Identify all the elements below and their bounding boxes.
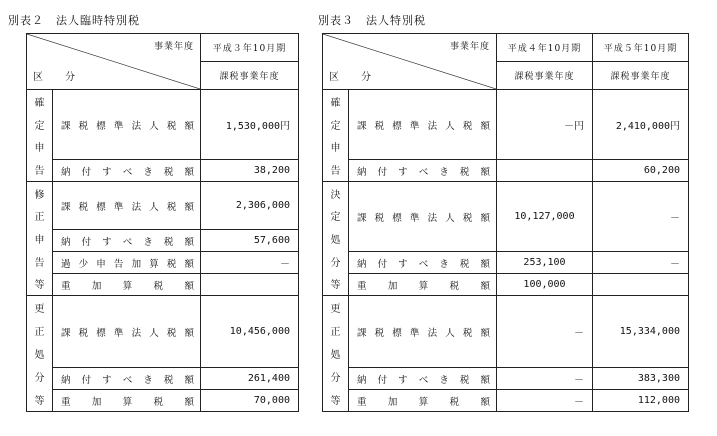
category-kakutei-shinkoku: 確 定 申 告	[323, 90, 349, 182]
item-label: 課 税 標 準 法 人 税 額	[349, 182, 497, 252]
item-label: 過 少 申 告 加 算 税 額	[53, 252, 201, 274]
header-corner-cell	[27, 34, 201, 90]
value-cell-period2: －	[593, 252, 689, 274]
item-label: 課 税 標 準 法 人 税 額	[53, 90, 201, 160]
value-cell-period2: －	[593, 182, 689, 252]
period-header: 平成３年10月期	[201, 34, 299, 62]
value-cell: 57,600	[201, 230, 299, 252]
item-label: 課 税 標 準 法 人 税 額	[53, 296, 201, 368]
category-kosei-shobun: 更 正 処 分 等	[27, 296, 53, 412]
value-cell: 2,306,000	[201, 182, 299, 230]
category-kettei-shobun: 決 定 処 分 等	[323, 182, 349, 296]
item-label: 課 税 標 準 法 人 税 額	[349, 296, 497, 368]
category-kosei-shobun: 更 正 処 分 等	[323, 296, 349, 412]
header-corner-cell	[323, 34, 497, 90]
value-cell-period2: 383,300	[593, 368, 689, 390]
item-label: 納 付 す べ き 税 額	[53, 230, 201, 252]
special-temporary-corporate-tax-table	[26, 33, 299, 412]
value-cell-period2: 60,200	[593, 160, 689, 182]
value-cell-period1: －	[497, 296, 593, 368]
period2-sub-header: 課税事業年度	[593, 62, 689, 90]
item-label: 課 税 標 準 法 人 税 額	[53, 182, 201, 230]
item-label: 重 加 算 税 額	[53, 274, 201, 296]
corner-category-label: 区 分	[33, 72, 81, 83]
value-cell: 261,400	[201, 368, 299, 390]
left-table-caption: 別表２ 法人臨時特別税	[8, 14, 140, 27]
item-label: 課 税 標 準 法 人 税 額	[349, 90, 497, 160]
value-cell-period2: 15,334,000	[593, 296, 689, 368]
corner-year-label: 事業年度	[153, 42, 194, 52]
value-cell: 70,000	[201, 390, 299, 412]
category-kakutei-shinkoku: 確 定 申 告	[27, 90, 53, 182]
value-cell-period2: 2,410,000円	[593, 90, 689, 160]
value-cell-period2	[593, 274, 689, 296]
value-cell	[201, 274, 299, 296]
corner-year-label: 事業年度	[449, 42, 490, 52]
period-sub-header: 課税事業年度	[201, 62, 299, 90]
item-label: 納 付 す べ き 税 額	[53, 368, 201, 390]
value-cell-period1: 100,000	[497, 274, 593, 296]
value-cell-period1: 10,127,000	[497, 182, 593, 252]
right-table-caption: 別表３ 法人特別税	[318, 14, 426, 27]
value-cell-period1: －	[497, 390, 593, 412]
value-cell: 10,456,000	[201, 296, 299, 368]
category-shusei-shinkoku: 修 正 申 告 等	[27, 182, 53, 296]
value-cell-period1: －円	[497, 90, 593, 160]
period1-sub-header: 課税事業年度	[497, 62, 593, 90]
item-label: 重 加 算 税 額	[349, 390, 497, 412]
value-cell-period2: 112,000	[593, 390, 689, 412]
item-label: 重 加 算 税 額	[53, 390, 201, 412]
special-corporate-tax-table	[322, 33, 689, 412]
value-cell-period1	[497, 160, 593, 182]
value-cell: －	[201, 252, 299, 274]
value-cell-period1: 253,100	[497, 252, 593, 274]
item-label: 重 加 算 税 額	[349, 274, 497, 296]
period2-header: 平成５年10月期	[593, 34, 689, 62]
value-cell-period1: －	[497, 368, 593, 390]
item-label: 納 付 す べ き 税 額	[349, 160, 497, 182]
value-cell: 1,530,000円	[201, 90, 299, 160]
item-label: 納 付 す べ き 税 額	[349, 252, 497, 274]
period1-header: 平成４年10月期	[497, 34, 593, 62]
corner-category-label: 区 分	[329, 72, 377, 83]
item-label: 納 付 す べ き 税 額	[349, 368, 497, 390]
item-label: 納 付 す べ き 税 額	[53, 160, 201, 182]
value-cell: 38,200	[201, 160, 299, 182]
